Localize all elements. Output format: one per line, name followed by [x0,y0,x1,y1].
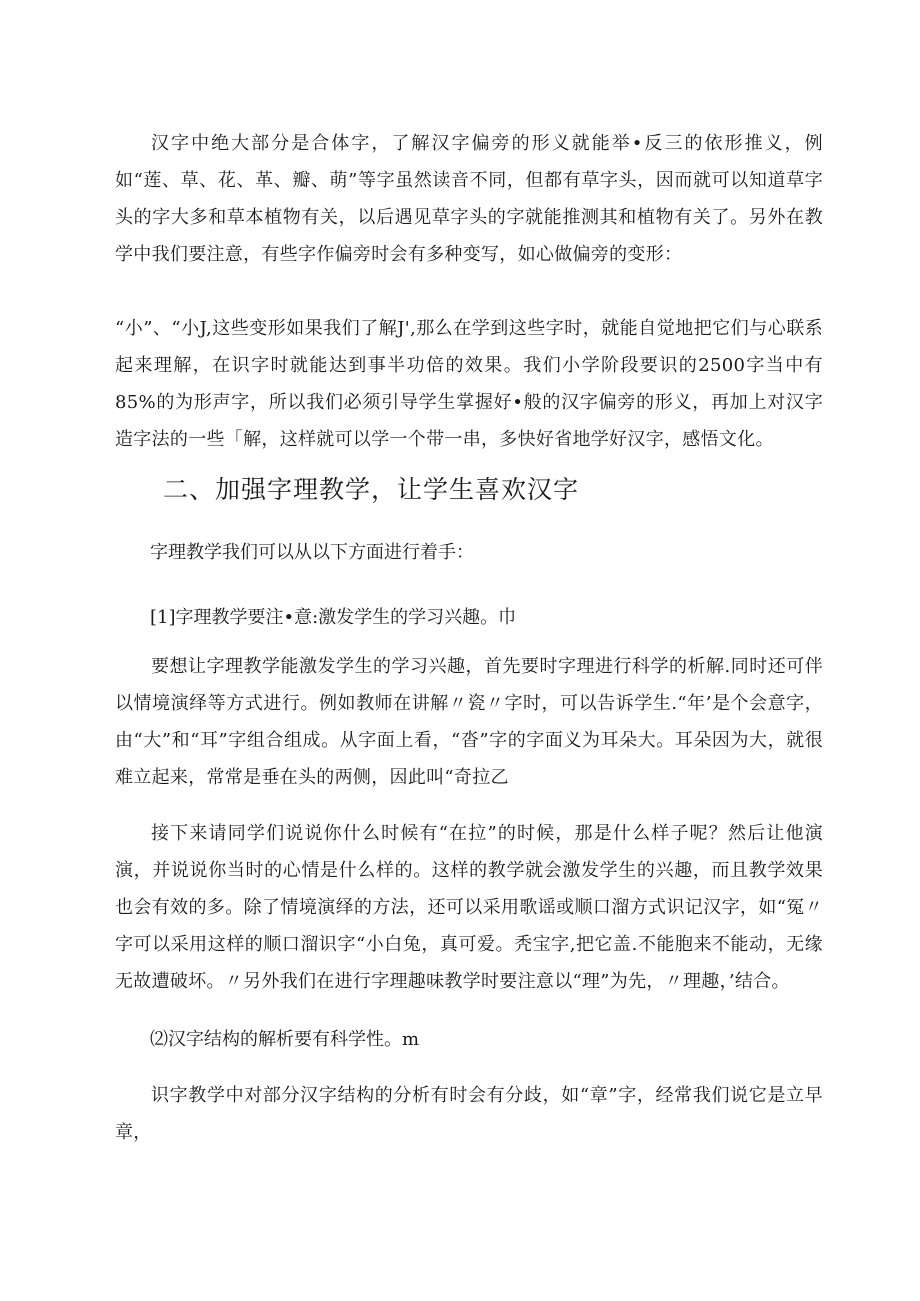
subheading-structure: ⑵汉字结构的解析要有科学性。m [150,1029,420,1050]
paragraph-radical-variants: “小”、“小J,这些变形如果我们了解J',那么在学到这些字时，就能自觉地把它们与心联系起来理解，在识字时就能达到事半功倍的效果。我们小学阶段要识的2500字当中有85%的为形声字，所以我们必须引导学生掌握好•般的汉字偏旁的形义，再加上对汉字造字法的一些「解，这样就可以学一个带一串，多快好省地学好汉字，感悟文化。 [115,318,823,450]
paragraph-performance-method: 接下来请同学们说说你什么时候有“在拉”的时候，那是什么样子呢？然后让他演演，并说说你当时的心情是什么样的。这样的教学就会激发学生的兴趣，而且教学效果也会有效的多。除了情境演绎的方法，还可以采用歌谣或顺口溜方式识记汉字，如“冤〃字可以采用这样的顺口溜识字“小白兔，真可爱。秃宝字,把它盖.不能胞来不能动，无缘无故遭破坏。〃另外我们在进行字理趣味教学时要注意以“理”为先，〃理趣，’结合。 [115,823,823,992]
paragraph-structure-analysis: 识字教学中对部分汉字结构的分析有时会有分歧，如“章”字，经常我们说它是立早章， [115,1085,823,1143]
section-heading: 二、加强字理教学，让学生喜欢汉字 [163,475,580,504]
subheading-interest: [1]字理教学要注•意:激发学生的学习兴趣。巾 [150,607,517,628]
section-intro: 字理教学我们可以从以下方面进行着手： [150,542,474,563]
paragraph-radical-meaning: 汉字中绝大部分是合体字，了解汉字偏旁的形义就能举•反三的依形推义，例如“莲、草、花、革、瓣、萌”等字虽然读音不同，但都有草字头，因而就可以知道草字头的字大多和草本植物有关，以后遇见草字头的字就能推测其和植物有关了。另外在教学中我们要注意，有些字作偏旁时会有多种变写，如心做偏旁的变形： [115,133,823,265]
paragraph-interest-example: 要想让字理教学能激发学生的学习兴趣，首先要时字理进行科学的析解.同时还可伴以情境演绎等方式进行。例如教师在讲解〃瓷〃字时，可以告诉学生.“年’是个会意字，由“大”和“耳”字组合组成。从字面上看，“沓”字的字面义为耳朵大。耳朵因为大，就很难立起来，常常是垂在头的两侧，因此叫“奇拉乙 [115,656,823,788]
